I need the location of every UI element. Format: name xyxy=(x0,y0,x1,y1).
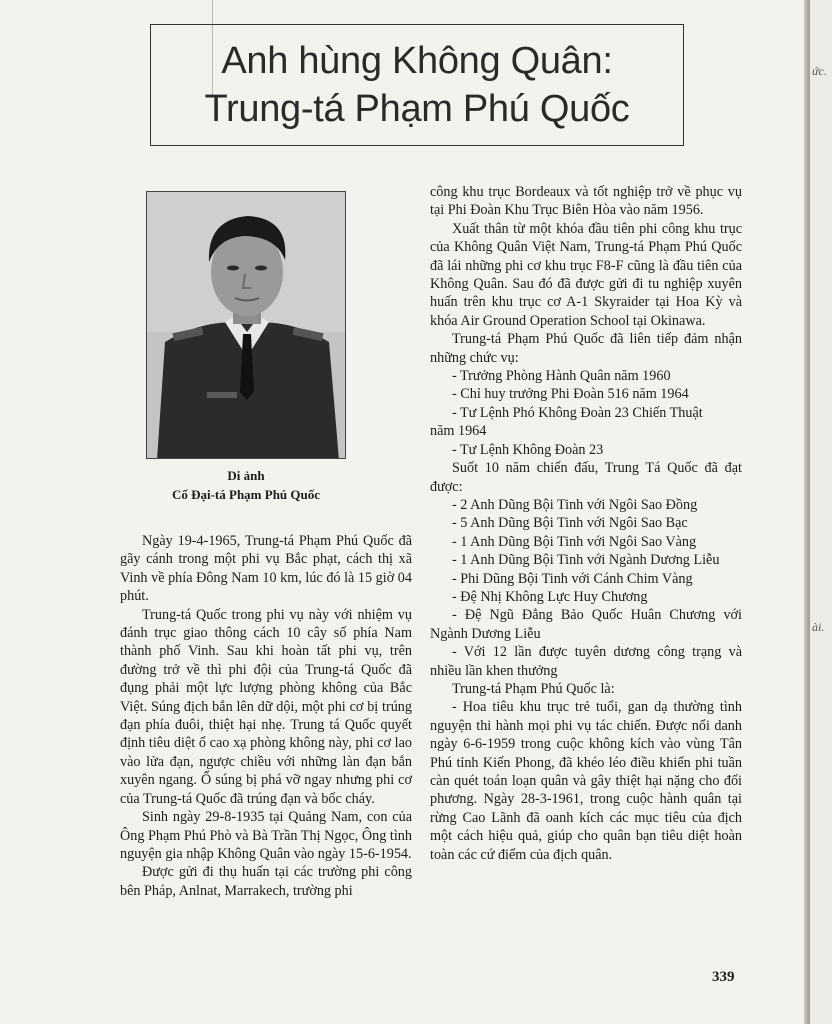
list-item: - Với 12 lần được tuyên dương công trạng và nhiều lần khen thưởng xyxy=(430,644,742,679)
paragraph: Được gửi đi thụ huấn tại các trường phi công bên Pháp, Anlnat, Marrakech, trường phi xyxy=(120,864,412,899)
title-line-2: Trung-tá Phạm Phú Quốc xyxy=(204,88,630,130)
photo-caption xyxy=(146,466,346,504)
adjacent-page-fragment: ài. xyxy=(812,620,825,634)
list-item: - Trưởng Phòng Hành Quân năm 1960 xyxy=(452,368,671,385)
right-column xyxy=(430,183,742,864)
adjacent-page-edge xyxy=(810,0,832,1024)
list-item: - Đệ Ngũ Đẳng Bảo Quốc Huân Chương với Ngành Dương Liễu xyxy=(430,607,742,642)
list-item: - Tư Lệnh Phó Không Đoàn 23 Chiến Thuật xyxy=(452,404,703,421)
paragraph: - Hoa tiêu khu trục trẻ tuổi, gan dạ thường tình nguyện thi hành mọi phi vụ tác chiến. Được nổi danh ngày 6-6-1959 trong cuộc không kích vào vùng Tân Phú tỉnh Kiến Phong, đã khéo léo điều khiển phi tuần càn quét toán loạn quân và gây thiệt hại nặng cho đối phương. Ngày 28-3-1961, trong cuộc hành quân tại rừng Cao Lãnh đã oanh kích các mục tiêu của địch một cách hiệu quả, giúp cho quân bạn tiêu diệt hoàn toàn các cứ điểm của địch quân. xyxy=(430,699,742,863)
paragraph: Sinh ngày 29-8-1935 tại Quảng Nam, con của Ông Phạm Phú Phò và Bà Trần Thị Ngọc, Ông tình nguyện gia nhập Không Quân vào ngày 15-6-1954. xyxy=(120,809,412,862)
paragraph: Suốt 10 năm chiến đấu, Trung Tá Quốc đã đạt được: xyxy=(430,460,742,495)
paragraph: Trung-tá Phạm Phú Quốc là: xyxy=(452,680,615,697)
paragraph: Trung-tá Phạm Phú Quốc đã liên tiếp đảm nhận những chức vụ: xyxy=(430,331,742,366)
paragraph: Trung-tá Quốc trong phi vụ này với nhiệm vụ đánh trục giao thông cách 10 cây số phía Nam thành phố Vinh. Sau khi hoàn tất phi vụ, trên đường trở về thì phi đội của Trung-tá Quốc đã đụng phải một lực lượng phòng không của Bắc Việt. Súng địch bắn lên dữ dội, một phi cơ bị trúng đạn phía đuôi, thiệt hại nhẹ. Trung tá Quốc quyết định tiêu diệt ổ cao xạ phòng không này, phi cơ lao vào lửa đạn, ngược chiều với những làn đạn bắn xuyên ngang. Ổ súng bị phá vỡ ngay nhưng phi cơ của Trung-tá Quốc đã trúng đạn và bốc cháy. xyxy=(120,606,412,807)
paragraph: Ngày 19-4-1965, Trung-tá Phạm Phú Quốc đã gãy cánh trong một phi vụ Bắc phạt, cách thị xã Vinh về phía Đông Nam 10 km, lúc đó là 15 giờ 04 phút. xyxy=(120,533,412,605)
paragraph: Xuất thân từ một khóa đầu tiên phi công khu trục của Không Quân Việt Nam, Trung-tá Phạm Phú Quốc đã lái những phi cơ khu trục F8-F cũng là đầu tiên của Không Quân. Sau đó đã được gửi đi tu nghiệp xuyên huấn trên khu trục cơ A-1 Skyraider tại Hoa Kỳ và khóa Air Ground Operation School tại Okinawa. xyxy=(430,220,742,329)
list-item: - Phi Dũng Bội Tinh với Cánh Chim Vàng xyxy=(452,570,693,587)
list-item: - 1 Anh Dũng Bội Tinh với Ngành Dương Liễu xyxy=(452,552,720,569)
caption-line-1: Di ảnh xyxy=(227,468,265,483)
list-item: - Tư Lệnh Không Đoàn 23 xyxy=(452,441,604,458)
list-item: - 1 Anh Dũng Bội Tinh với Ngôi Sao Vàng xyxy=(452,533,697,550)
title-box xyxy=(150,24,684,146)
list-item: - 5 Anh Dũng Bội Tinh với Ngôi Sao Bạc xyxy=(452,515,688,532)
caption-line-2: Cố Đại-tá Phạm Phú Quốc xyxy=(171,487,321,502)
portrait-icon xyxy=(147,192,346,459)
list-item: - Chỉ huy trưởng Phi Đoàn 516 năm 1964 xyxy=(452,386,689,403)
list-item: - Đệ Nhị Không Lực Huy Chương xyxy=(452,588,648,605)
title-line-1: Anh hùng Không Quân: xyxy=(221,40,613,82)
portrait-photo xyxy=(146,191,346,459)
left-column xyxy=(120,532,412,900)
list-item: - 2 Anh Dũng Bội Tinh với Ngôi Sao Đồng xyxy=(452,496,698,513)
list-item-continuation: năm 1964 xyxy=(430,423,487,440)
adjacent-page-fragment: ức. xyxy=(812,64,827,78)
page-number: 339 xyxy=(712,969,735,985)
paragraph: công khu trục Bordeaux và tốt nghiệp trở về phục vụ tại Phi Đoàn Khu Trục Biên Hòa vào năm 1956. xyxy=(430,184,742,219)
